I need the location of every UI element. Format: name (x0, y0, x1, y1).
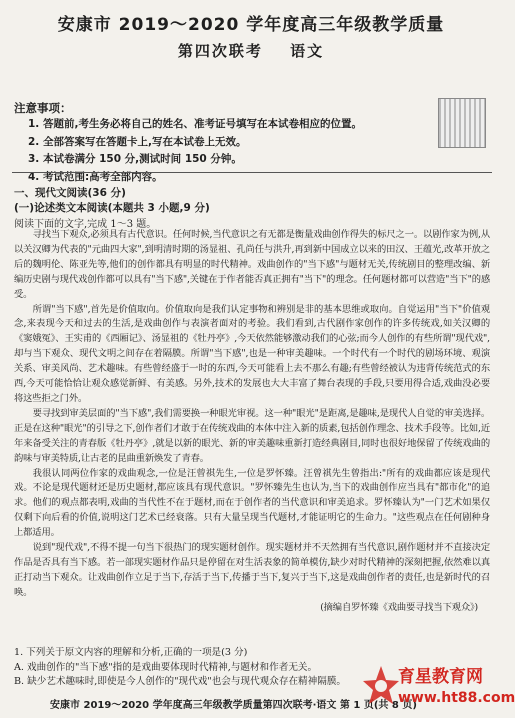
notice-item: 1. 答题前,考生务必将自己的姓名、准考证号填写在本试卷相应的位置。 (28, 118, 362, 130)
section-divider (12, 172, 492, 173)
watermark-name: 育星教育网 (398, 667, 483, 687)
passage-paragraph: 我很认同两位作家的戏曲观念,一位是汪曾祺先生,一位是罗怀臻。汪曾祺先生曾指出:"所有的戏曲都应该是现代戏。不论是现代题材还是历史题材,都应该具有现代意识。"罗怀臻先生也认为,当下的戏曲创作应当具有"都市化"的追求。他们的观点都表明,戏曲的当代性不在于题材,而在于创作者的当代意识和审美追求。罗怀臻认为"一门艺术如果仅仅剩下向后看的价值,说明这门艺术已经衰落。只有大量呈现当代题材,才能证明它的生命力。"这些观点在任何剧种身上都适用。 (14, 467, 490, 539)
passage-source: (摘编自罗怀臻《戏曲要寻找当下观众》) (320, 601, 478, 613)
question-option-b: B. 缺少艺术趣味时,即使是今人创作的"现代戏"也会与现代观众存在精神隔膜。 (14, 676, 347, 687)
passage-paragraph: 要寻找到审美层面的"当下感",我们需要换一种眼光审视。这一种"眼光"是距离,是趣味,是现代人自觉的审美选择。正是在这种"眼光"的引导之下,创作者们才敢于在传统戏曲的本体中注入新的质素,包括创作理念、技术手段等。比如,近年来备受关注的青春版《牡丹亭》,就是以新的眼光、新的审美趣味重新打造经典剧目,同时也很好地保留了传统戏曲的韵味与审美特质,让古老的昆曲重新焕发了青春。 (14, 407, 490, 464)
section-heading: 一、现代文阅读(36 分) (14, 187, 126, 199)
passage-paragraph: 寻找当下观众,必须具有古代意识。任何时候,当代意识之有无都是衡量戏曲创作得失的标尺之一。以剧作家为例,从以关汉卿为代表的"元曲四大家",到明清时期的汤显祖、孔尚任与洪升,再到新中国成立以来的田汉、王蕴光,改革开放之后的魏明伦、陈亚先等,他们的创作都具有明显的时代精神。戏曲创作的"当下感"与题材无关,传统剧目的整理改编、新编历史剧与现代戏创作都可以具有"当下感",关键在于作者能否真正拥有"当下"的理念。任何题材都可以营造"当下"的感受。 (14, 229, 490, 300)
exam-subtitle (0, 40, 502, 61)
notice-title: 注意事项： (14, 101, 72, 115)
notice-item: 2. 全部答案写在答题卡上,写在本试卷上无效。 (28, 135, 247, 148)
passage-paragraph: 说到"现代戏",不得不提一句当下很热门的现实题材创作。现实题材并不天然拥有当代意识,剧作题材并不直接决定作品是否具有当下感。若一部现实题材作品只是停留在对生活表象的简单模仿,缺少对时代精神的深刻把握,依然难以真正打动当下观众。让戏曲创作立足于当下,存活于当下,传播于当下,复兴于当下,这是戏曲创作者的责任,也是新时代的召唤。 (14, 542, 490, 598)
notice-item: 4. 考试范围:高考全部内容。 (28, 170, 163, 183)
question-option-a: A. 戏曲创作的"当下感"指的是戏曲要体现时代精神,与题材和作者无关。 (14, 661, 318, 673)
exam-title: 安康市 2019～2020 学年度高三年级教学质量 (57, 15, 445, 35)
watermark-url: www.ht88.com (398, 690, 515, 706)
exam-subject: 语文 (290, 42, 325, 60)
watermark (362, 660, 515, 718)
question-stem: 1. 下列关于原文内容的理解和分析,正确的一项是(3 分) (14, 647, 248, 658)
notice-item: 3. 本试卷满分 150 分,测试时间 150 分钟。 (28, 153, 242, 165)
star-logo-icon (362, 664, 400, 708)
subsection-heading: (一)论述类文本阅读(本题共 3 小题,9 分) (14, 202, 210, 214)
passage-paragraph: 所谓"当下感",首先是价值取向。价值取向是我们认定事物和辨别是非的基本思维或取向。自觉运用"当下"价值观念,来表现今天和过去的生活,是戏曲创作与表演者面对的考验。我们看到,古代剧作家创作的许多传统戏,如关汉卿的《窦娥冤》、王实甫的《西厢记》、汤显祖的《牡丹亭》,今天依然能够激动我们的心弦;而今人创作的有些所谓"现代戏",却与当下观众、现代文明之间存在着隔膜。所谓"当下感",也是一种审美趣味。一个时代有一个时代的剧场环境、观演关系、审美风尚、艺术趣味。有些曾经盛于一时的东西,今天可能看上去不那么有趣;有些曾经被认为违背传统范式的东西,今天可能恰恰让观众感觉新鲜、有美感。另外,技术的发展也大大丰富了舞台表现的手段,只要用得合适,戏曲没必要将这些拒之门外。 (14, 303, 490, 404)
reading-instruction: 阅读下面的文字,完成 1～3 题。 (14, 219, 157, 230)
exam-round: 第四次联考 (177, 42, 263, 60)
page-footer: 安康市 2019～2020 学年度高三年级教学质量第四次联考·语文 第 1 页(共 8 页) (50, 700, 417, 711)
notice-list (28, 116, 448, 186)
reading-passage (14, 228, 490, 616)
